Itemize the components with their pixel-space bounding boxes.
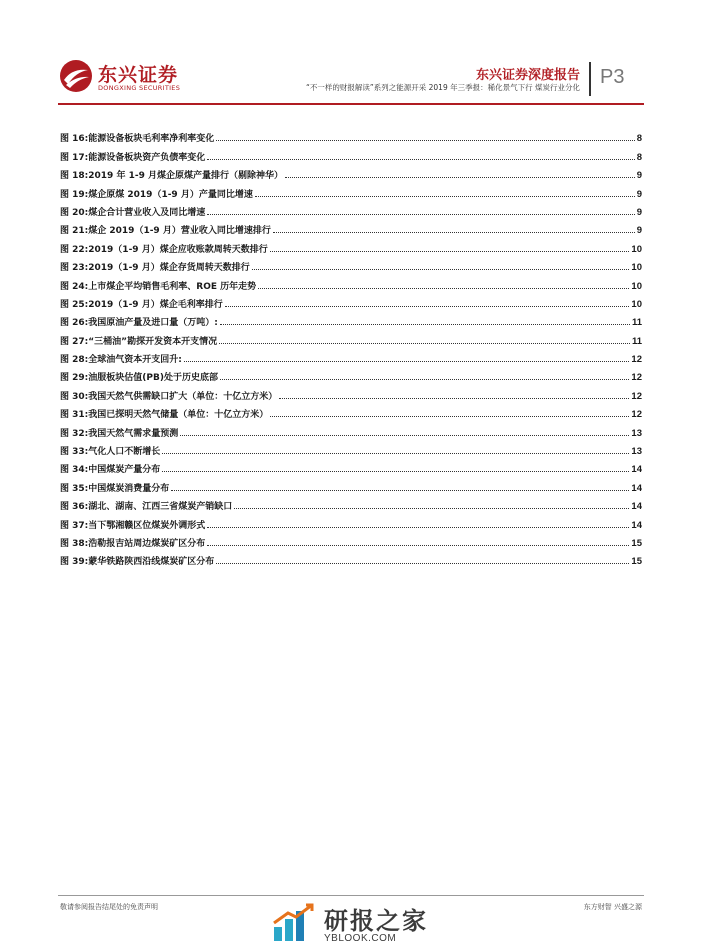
toc-entry[interactable] (60, 236, 642, 254)
toc-entry[interactable] (60, 310, 642, 328)
toc-leader-dots (273, 231, 635, 233)
toc-entry-label: 图 25:2019（1-9 月）煤企毛利率排行 (60, 299, 223, 310)
toc-entry-label: 图 33:气化人口不断增长 (60, 447, 161, 458)
toc-entry-page: 13 (631, 446, 642, 458)
toc-entry[interactable] (60, 494, 642, 512)
toc-entry-label: 图 35:中国煤炭消费量分布 (60, 483, 170, 494)
page-number: P3 (600, 66, 625, 88)
toc-entry-label: 图 18:2019 年 1-9 月煤企原煤产量排行（剔除神华） (60, 171, 283, 182)
toc-leader-dots (207, 544, 629, 546)
company-name-en: DONGXING SECURITIES (98, 84, 181, 92)
toc-entry[interactable] (60, 457, 642, 475)
toc-leader-dots (216, 139, 634, 141)
toc-entry-page: 10 (631, 243, 642, 255)
toc-entry[interactable] (60, 475, 642, 493)
header-divider (589, 62, 591, 96)
watermark-text-en: YBLOOK.COM (324, 933, 397, 944)
toc-leader-dots (207, 158, 634, 160)
toc-leader-dots (252, 268, 630, 270)
toc-entry-page: 9 (636, 225, 642, 237)
toc-entry[interactable] (60, 347, 642, 365)
toc-entry-label: 图 34:中国煤炭产量分布 (60, 465, 161, 476)
toc-entry-page: 13 (631, 427, 642, 439)
toc-leader-dots (220, 378, 629, 380)
toc-entry-label: 图 19:煤企原煤 2019（1-9 月）产量同比增速 (60, 189, 253, 200)
toc-entry-label: 图 28:全球油气资本开支回升: (60, 355, 182, 366)
toc-entry-label: 图 16:能源设备板块毛利率净利率变化 (60, 134, 215, 145)
toc-entry[interactable] (60, 402, 642, 420)
toc-leader-dots (270, 250, 630, 252)
toc-entry[interactable] (60, 439, 642, 457)
toc-entry-label: 图 36:湖北、湖南、江西三省煤炭产销缺口 (60, 502, 233, 513)
toc-entry-label: 图 17:能源设备板块资产负债率变化 (60, 152, 206, 163)
toc-entry[interactable] (60, 144, 642, 162)
toc-entry-label: 图 31:我国已探明天然气储量（单位：十亿立方米） (60, 410, 269, 421)
toc-leader-dots (162, 470, 629, 472)
toc-entry-label: 图 32:我国天然气需求量预测 (60, 428, 179, 439)
toc-entry-label: 图 39:蒙华铁路陕西沿线煤炭矿区分布 (60, 557, 215, 568)
toc-entry[interactable] (60, 365, 642, 383)
report-subtitle: “不一样的财报解读”系列之能源开采 2019 年三季报：稀化景气下行 煤炭行业分化 (305, 83, 580, 92)
toc-entry-label: 图 24:上市煤企平均销售毛利率、ROE 历年走势 (60, 281, 257, 292)
toc-entry-label: 图 20:煤企合计营业收入及同比增速 (60, 207, 206, 218)
toc-entry-page: 11 (631, 335, 642, 347)
toc-entry-page: 12 (631, 390, 642, 402)
watermark-logo-icon (272, 903, 316, 943)
toc-leader-dots (279, 397, 629, 399)
toc-leader-dots (255, 195, 635, 197)
toc-entry-page: 14 (631, 482, 642, 494)
toc-entry[interactable] (60, 255, 642, 273)
toc-entry-label: 图 29:油服板块估值(PB)处于历史底部 (60, 373, 218, 384)
toc-entry-page: 9 (636, 206, 642, 218)
toc-leader-dots (225, 305, 630, 307)
toc-leader-dots (180, 434, 629, 436)
toc-entry-page: 8 (636, 133, 642, 145)
toc-leader-dots (171, 489, 629, 491)
toc-entry[interactable] (60, 200, 642, 218)
footer-rule (58, 895, 644, 896)
watermark (272, 901, 442, 947)
toc-leader-dots (258, 287, 629, 289)
toc-entry[interactable] (60, 181, 642, 199)
toc-leader-dots (270, 415, 629, 417)
toc-entry-page: 8 (636, 151, 642, 163)
toc-entry[interactable] (60, 218, 642, 236)
toc-leader-dots (162, 452, 629, 454)
toc-entry-page: 10 (631, 280, 642, 292)
toc-entry-page: 14 (631, 519, 642, 531)
toc-leader-dots (219, 342, 630, 344)
toc-entry[interactable] (60, 126, 642, 144)
toc-entry-label: 图 27:“三桶油”勘探开发资本开支情况 (60, 336, 218, 347)
toc-entry-page: 11 (631, 317, 642, 329)
toc-entry-page: 12 (631, 409, 642, 421)
toc-entry-page: 15 (631, 537, 642, 549)
toc-leader-dots (220, 323, 630, 325)
footer-disclaimer: 敬请参阅报告结尾处的免责声明 (60, 903, 158, 911)
toc-leader-dots (184, 360, 630, 362)
toc-entry-label: 图 22:2019（1-9 月）煤企应收账款周转天数排行 (60, 244, 268, 255)
table-of-figures (60, 126, 642, 567)
toc-entry-label: 图 26:我国原油产量及进口量（万吨）: (60, 318, 218, 329)
toc-entry[interactable] (60, 383, 642, 401)
toc-entry[interactable] (60, 512, 642, 530)
toc-entry-page: 9 (636, 188, 642, 200)
toc-leader-dots (207, 526, 629, 528)
toc-entry-page: 12 (631, 372, 642, 384)
toc-entry-page: 12 (631, 354, 642, 366)
toc-entry-page: 9 (636, 170, 642, 182)
toc-entry[interactable] (60, 531, 642, 549)
company-name-cn: 东兴证券 (98, 64, 179, 86)
toc-entry[interactable] (60, 328, 642, 346)
toc-entry-page: 10 (631, 298, 642, 310)
toc-entry-page: 15 (631, 556, 642, 568)
toc-entry-label: 图 23:2019（1-9 月）煤企存货周转天数排行 (60, 263, 250, 274)
toc-entry[interactable] (60, 292, 642, 310)
toc-entry[interactable] (60, 549, 642, 567)
toc-leader-dots (234, 507, 629, 509)
company-logo (58, 58, 208, 94)
toc-entry-page: 14 (631, 464, 642, 476)
toc-entry-label: 图 37:当下鄂湘赣区位煤炭外调形式 (60, 520, 206, 531)
watermark-text-cn: 研报之家 (324, 907, 428, 935)
toc-entry-page: 14 (631, 501, 642, 513)
toc-leader-dots (285, 176, 635, 178)
toc-leader-dots (207, 213, 634, 215)
report-title: 东兴证券深度报告 (475, 68, 580, 83)
toc-leader-dots (216, 562, 629, 564)
page-header (0, 0, 702, 110)
toc-entry[interactable] (60, 273, 642, 291)
header-rule (58, 103, 644, 105)
toc-entry[interactable] (60, 420, 642, 438)
footer-slogan: 东方财智 兴盛之源 (583, 903, 642, 911)
toc-entry-page: 10 (631, 262, 642, 274)
toc-entry-label: 图 30:我国天然气供需缺口扩大（单位：十亿立方米） (60, 391, 278, 402)
toc-entry[interactable] (60, 163, 642, 181)
toc-entry-label: 图 38:浩勒报吉站周边煤炭矿区分布 (60, 538, 206, 549)
logo-icon (58, 58, 94, 94)
toc-entry-label: 图 21:煤企 2019（1-9 月）营业收入同比增速排行 (60, 226, 271, 237)
